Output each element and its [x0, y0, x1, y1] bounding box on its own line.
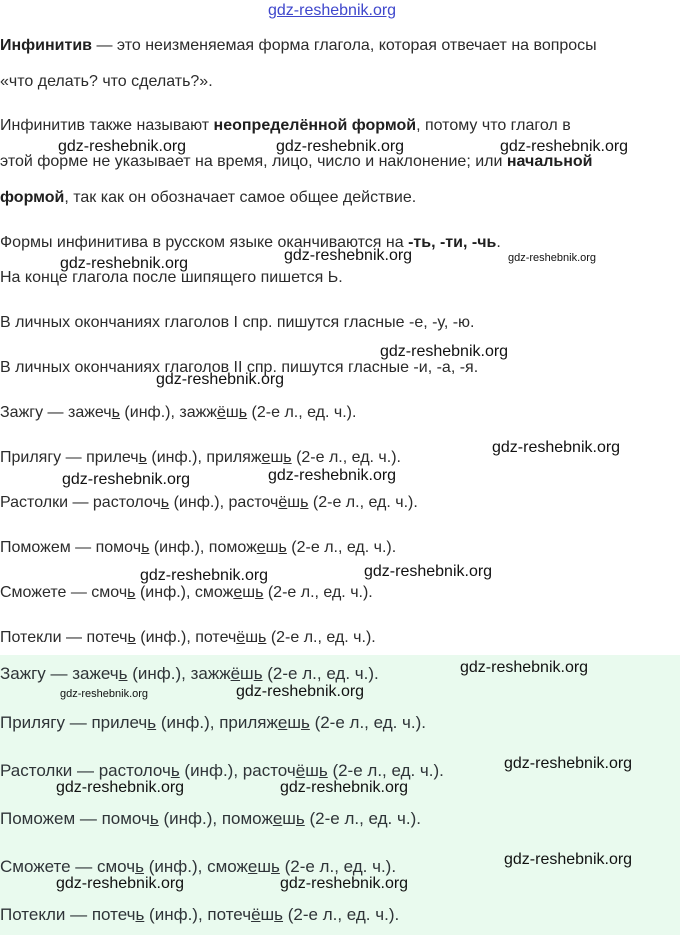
watermark: gdz-reshebnik.org [504, 755, 633, 772]
text: , так как он обозначает самое общее действие. [64, 189, 417, 206]
example-line: Поможем — помочь (инф.), поможешь (2-е л., ед. ч.). [0, 539, 397, 556]
paragraph-indefinite-form [0, 116, 680, 136]
watermark: gdz-reshebnik.org [508, 252, 597, 264]
paragraph-definition [0, 36, 680, 56]
paragraph-indefinite-line3 [0, 188, 680, 208]
watermark: gdz-reshebnik.org [276, 138, 405, 155]
term-initial: начальной [506, 153, 593, 170]
site-banner-link[interactable]: gdz-reshebnik.org [268, 2, 397, 19]
definition-text: — это неизменяемая форма глагола, которая отвечает на вопросы [92, 37, 597, 54]
watermark: gdz-reshebnik.org [156, 371, 285, 388]
watermark: gdz-reshebnik.org [284, 247, 413, 264]
infinitive-endings: -ть, -ти, -чь [408, 234, 497, 251]
watermark: gdz-reshebnik.org [364, 563, 493, 580]
term-indefinite-form: неопределённой формой [213, 117, 417, 134]
watermark: gdz-reshebnik.org [62, 471, 191, 488]
answer-line: Зажгу — зажечь (инф.), зажжёшь (2-е л., ед. ч.). [0, 664, 379, 683]
paragraph-conj-2 [0, 358, 680, 378]
watermark: gdz-reshebnik.org [268, 467, 397, 484]
example-line: Зажгу — зажечь (инф.), зажжёшь (2-е л., ед. ч.). [0, 404, 357, 421]
text: В личных окончаниях глаголов I спр. пишутся гласные -е, -у, -ю. [0, 314, 475, 331]
watermark: gdz-reshebnik.org [492, 439, 621, 456]
example-line: Растолки — растолочь (инф.), расточёшь (2-е л., ед. ч.). [0, 494, 418, 511]
watermark: gdz-reshebnik.org [56, 875, 185, 892]
answer-line: Сможете — смочь (инф.), сможешь (2-е л., ед. ч.). [0, 857, 397, 876]
text: Формы инфинитива в русском языке оканчиваются на [0, 234, 409, 251]
answer-line: Прилягу — прилечь (инф.), приляжешь (2-е л., ед. ч.). [0, 713, 427, 732]
paragraph-definition-line2 [0, 72, 680, 92]
answer-line: Поможем — помочь (инф.), поможешь (2-е л., ед. ч.). [0, 809, 421, 828]
definition-questions: «что делать? что сделать?». [0, 73, 213, 90]
watermark: gdz-reshebnik.org [56, 779, 185, 796]
watermark: gdz-reshebnik.org [140, 567, 269, 584]
example-line: Потекли — потечь (инф.), потечёшь (2-е л., ед. ч.). [0, 629, 376, 646]
watermark: gdz-reshebnik.org [504, 851, 633, 868]
text: , потому что глагол в [416, 117, 571, 134]
watermark: gdz-reshebnik.org [236, 683, 365, 700]
text: . [496, 234, 501, 251]
text: этой форме не указывает на время, лицо, число и наклонение; или [0, 153, 507, 170]
watermark: gdz-reshebnik.org [380, 343, 509, 360]
term-infinitive: Инфинитив [0, 37, 93, 54]
term-form: формой [0, 189, 65, 206]
example-line: Прилягу — прилечь (инф.), приляжешь (2-е л., ед. ч.). [0, 449, 401, 466]
text: В личных окончаниях глаголов II спр. пишутся гласные -и, -а, -я. [0, 359, 479, 376]
watermark: gdz-reshebnik.org [280, 875, 409, 892]
watermark: gdz-reshebnik.org [60, 255, 189, 272]
watermark: gdz-reshebnik.org [60, 688, 149, 700]
answer-line: Растолки — растолочь (инф.), расточёшь (2-е л., ед. ч.). [0, 761, 444, 780]
paragraph-conj-1 [0, 313, 680, 333]
example-line: Сможете — смочь (инф.), сможешь (2-е л., ед. ч.). [0, 584, 373, 601]
text: На конце глагола после шипящего пишется Ь. [0, 269, 343, 286]
watermark: gdz-reshebnik.org [460, 659, 589, 676]
watermark: gdz-reshebnik.org [58, 138, 187, 155]
watermark: gdz-reshebnik.org [280, 779, 409, 796]
watermark: gdz-reshebnik.org [500, 138, 629, 155]
text: Инфинитив также называют [0, 117, 214, 134]
answer-line: Потекли — потечь (инф.), потечёшь (2-е л., ед. ч.). [0, 905, 400, 924]
